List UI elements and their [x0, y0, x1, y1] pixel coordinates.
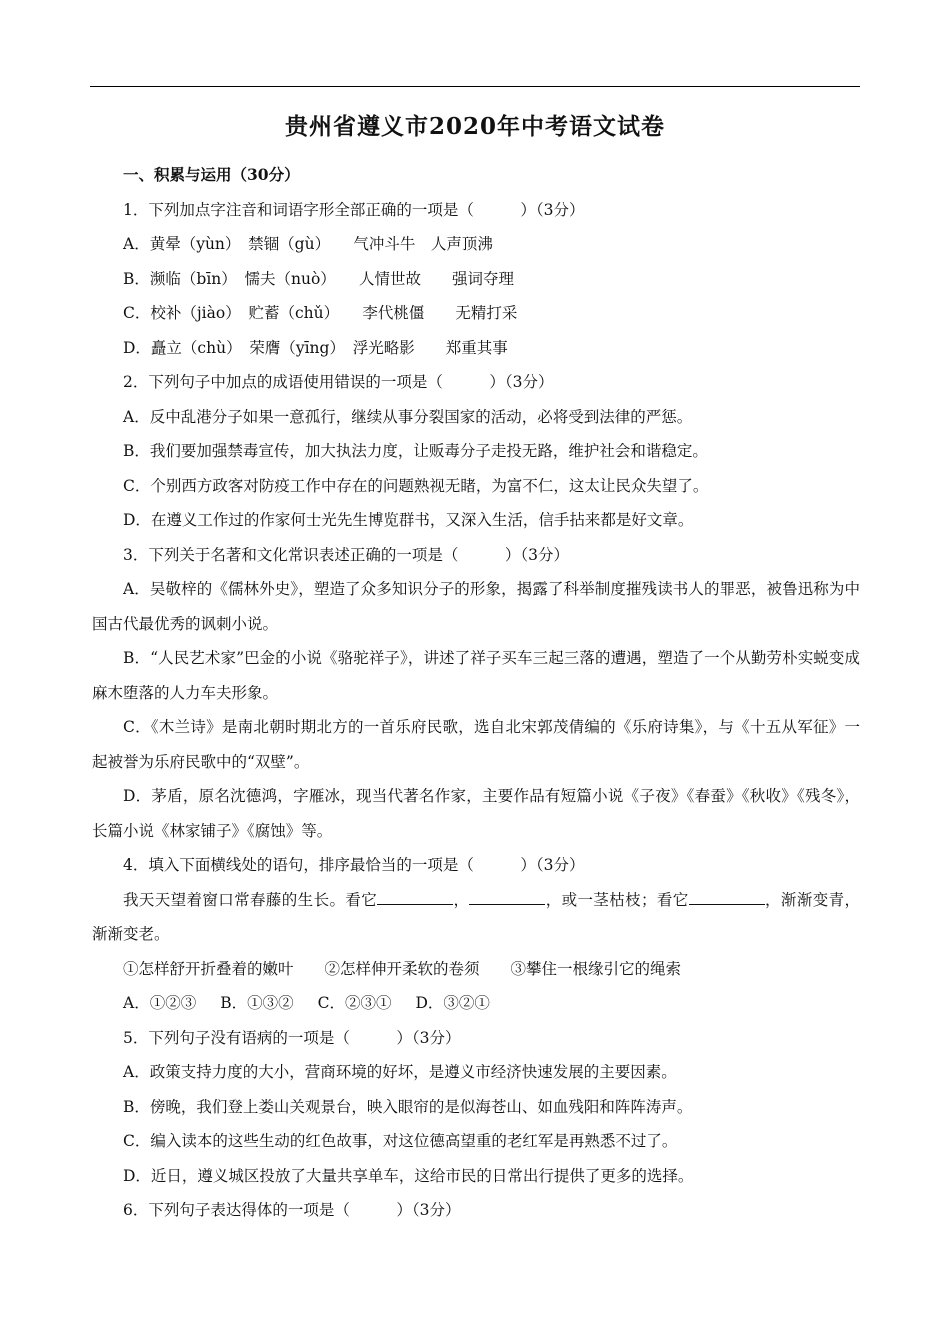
q5-option-d: D．近日，遵义城区投放了大量共享单车，这给市民的日常出行提供了更多的选择。 [123, 1166, 694, 1185]
q2-option-a: A．反中乱港分子如果一意孤行，继续从事分裂国家的活动，必将受到法律的严惩。 [123, 407, 693, 426]
q5-option-a: A．政策支持力度的大小，营商环境的好坏，是遵义市经济快速发展的主要因素。 [123, 1063, 677, 1081]
q4-passage-part3: ，或一茎枯枝；看它 [545, 890, 689, 909]
q3-option-d: D．茅盾，原名沈德鸿，字雁冰，现当代著名作家，主要作品有短篇小说《子夜》《春蚕》《秋收》《残冬》，长篇小说《林家铺子》《腐蚀》等。 [92, 787, 860, 840]
q1-option-d: D．矗立（chù） 荣膺（yīng） 浮光略影 郑重其事 [123, 338, 508, 357]
section-heading: 一、积累与运用（30分） [123, 165, 300, 184]
q4-passage-part1: 我天天望着窗口常春藤的生长。看它 [123, 890, 378, 909]
q4-blank-3 [689, 890, 765, 905]
exam-body [92, 158, 860, 1228]
q2-option-b: B．我们要加强禁毒宣传，加大执法力度，让贩毒分子走投无路，维护社会和谐稳定。 [123, 442, 708, 460]
q1-option-c: C．校补（jiào） 贮蓄（chǔ） 李代桃僵 无精打采 [123, 304, 518, 322]
q2-option-d: D．在遵义工作过的作家何士光先生博览群书，又深入生活，信手拈来都是好文章。 [123, 511, 694, 529]
q4-blank-1 [377, 890, 453, 905]
q3-option-b: B．“人民艺术家”巴金的小说《骆驼祥子》，讲述了祥子买车三起三落的遭遇，塑造了一个从勤劳朴实蜕变成麻木堕落的人力车夫形象。 [92, 649, 860, 702]
q2-stem: 2．下列句子中加点的成语使用错误的一项是（ ）（3分） [123, 373, 554, 391]
q5-option-b: B．傍晚，我们登上娄山关观景台，映入眼帘的是似海苍山、如血残阳和阵阵涛声。 [123, 1097, 693, 1116]
q4-option-c: C．②③① [317, 994, 392, 1012]
q4-stem: 4．填入下面横线处的语句，排序最恰当的一项是（ ）（3分） [123, 856, 585, 874]
q4-option-d: D．③②① [415, 994, 490, 1012]
q4-passage-part4: ，渐渐变青，渐渐变老。 [92, 890, 860, 943]
q6-stem: 6．下列句子表达得体的一项是（ ）（3分） [123, 1201, 461, 1219]
q4-option-a: A．①②③ [123, 994, 197, 1012]
q4-option-b: B．①③② [220, 994, 294, 1012]
q4-options [92, 986, 860, 1021]
page-title: 贵州省遵义市2020年中考语文试卷 [284, 113, 665, 140]
q5-option-c: C．编入读本的这些生动的红色故事，对这位德高望重的老红军是再熟悉不过了。 [123, 1132, 678, 1150]
q3-stem: 3．下列关于名著和文化常识表述正确的一项是（ ）（3分） [123, 545, 569, 564]
q5-stem: 5．下列句子没有语病的一项是（ ）（3分） [123, 1028, 461, 1047]
q3-option-a: A．吴敬梓的《儒林外史》，塑造了众多知识分子的形象，揭露了科举制度摧残读书人的罪恶，被鲁迅称为中国古代最优秀的讽刺小说。 [92, 580, 860, 633]
q4-items: ①怎样舒开折叠着的嫩叶 ②怎样伸开柔软的卷须 ③攀住一根缘引它的绳索 [123, 959, 682, 978]
q1-option-b: B．濒临（bīn） 懦夫（nuò） 人情世故 强词夺理 [123, 269, 515, 288]
q1-stem: 1．下列加点字注音和词语字形全部正确的一项是（ ）（3分） [123, 200, 585, 219]
q4-blank-2 [469, 890, 545, 905]
header-rule [90, 86, 860, 87]
q4-passage-part2: ， [453, 890, 470, 909]
q1-option-a: A．黄晕（yùn） 禁锢（gù） 气冲斗牛 人声顶沸 [123, 235, 493, 253]
q2-option-c: C．个别西方政客对防疫工作中存在的问题熟视无睹，为富不仁，这太让民众失望了。 [123, 476, 709, 495]
q3-option-c: C．《木兰诗》是南北朝时期北方的一首乐府民歌，选自北宋郭茂倩编的《乐府诗集》，与《十五从军征》一起被誉为乐府民歌中的“双壁”。 [92, 718, 860, 771]
q4-passage [92, 883, 860, 952]
